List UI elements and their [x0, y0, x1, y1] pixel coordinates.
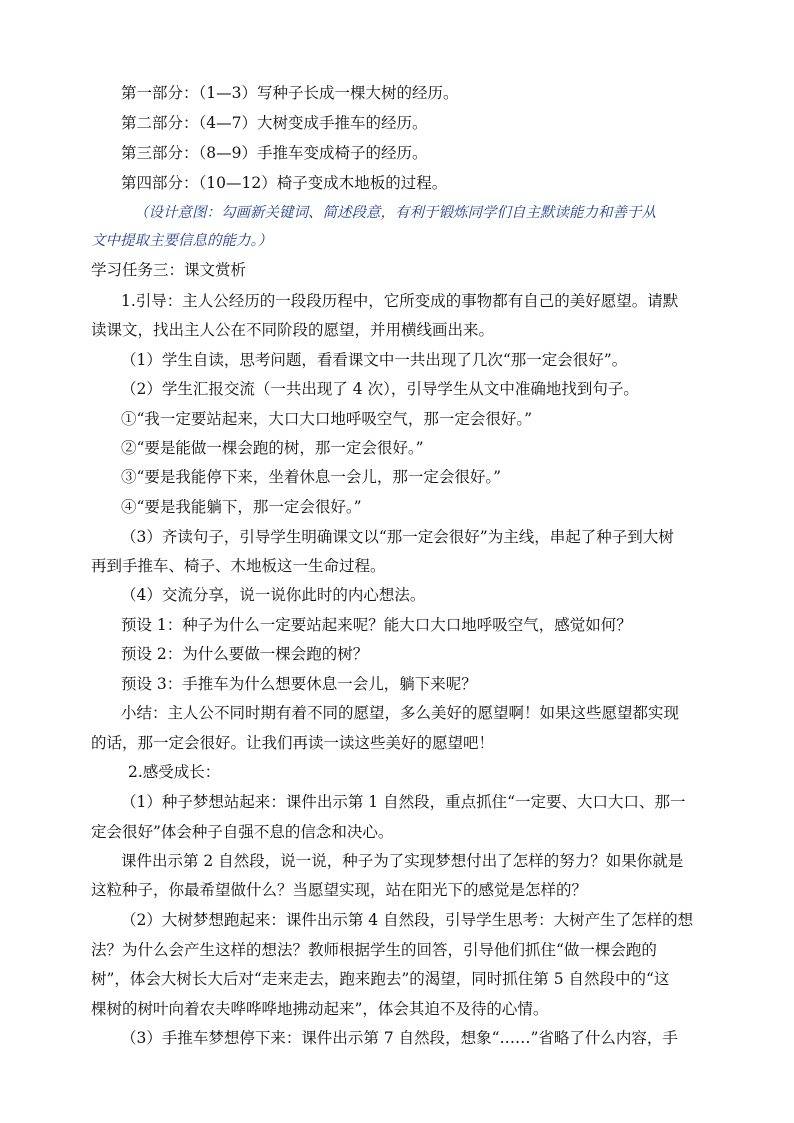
feel-1b-line-2: 这粒种子，你最希望做什么？当愿望实现，站在阳光下的感觉是怎样的？	[91, 881, 588, 899]
preset-1: 预设 1：种子为什么一定要站起来呢？能大口大口地呼吸空气，感觉如何？	[121, 616, 632, 634]
part-3: 第三部分：（8—9）手推车变成椅子的经历。	[121, 144, 428, 162]
feel-1-line-1: （1）种子梦想站起来：课件出示第 1 自然段，重点抓住“一定要、大口大口、那一	[121, 793, 686, 811]
step-3-line-2: 再到手推车、椅子、木地板这一生命过程。	[91, 557, 386, 575]
feel-1-line-2: 定会很好”体会种子自强不息的信念和决心。	[91, 823, 394, 841]
feel-2-line-3: 树”，体会大树长大后对“走来走去，跑来跑去”的渴望，同时抓住第 5 自然段中的“这	[91, 970, 670, 988]
summary-line-2: 的话，那一定会很好。让我们再读一读这些美好的愿望吧！	[91, 734, 495, 752]
design-note-line-1: （设计意图：勾画新关键词、简述段意，有利于锻炼同学们自主默读能力和善于从	[134, 205, 656, 221]
quote-2: ②“要是能做一棵会跑的树，那一定会很好。”	[121, 439, 424, 457]
step-2: （2）学生汇报交流（一共出现了 4 次），引导学生从文中准确地找到句子。	[121, 380, 639, 398]
step-1: （1）学生自读，思考问题，看看课文中一共出现了几次“那一定会很好”。	[121, 351, 628, 369]
feel-2-line-4: 棵树的树叶向着农夫哗哗哗地拂动起来”，体会其迫不及待的心情。	[91, 1000, 549, 1018]
guide-line-2: 读课文，找出主人公在不同阶段的愿望，并用横线画出来。	[91, 321, 495, 339]
feel-1b-line-1: 课件出示第 2 自然段，说一说，种子为了实现梦想付出了怎样的努力？如果你就是	[121, 852, 684, 870]
preset-3: 预设 3：手推车为什么想要休息一会儿，躺下来呢？	[121, 675, 477, 693]
part-1: 第一部分：（1—3）写种子长成一棵大树的经历。	[121, 84, 459, 102]
preset-2: 预设 2：为什么要做一棵会跑的树？	[121, 645, 369, 663]
task-heading: 学习任务三：课文赏析	[91, 261, 247, 279]
quote-4: ④“要是我能躺下，那一定会很好。”	[121, 498, 362, 516]
feel-2-line-1: （2）大树梦想跑起来：课件出示第 4 自然段，引导学生思考：大树产生了怎样的想	[121, 911, 694, 929]
summary-line-1: 小结：主人公不同时期有着不同的愿望，多么美好的愿望啊！如果这些愿望都实现	[121, 704, 680, 722]
part-2: 第二部分：（4—7）大树变成手推车的经历。	[121, 114, 428, 132]
feel-3-line-1: （3）手推车梦想停下来：课件出示第 7 自然段，想象“……”省略了什么内容，手	[121, 1029, 678, 1047]
quote-3: ③“要是我能停下来，坐着休息一会儿，那一定会很好。”	[121, 468, 502, 486]
quote-1: ①“我一定要站起来，大口大口地呼吸空气，那一定会很好。”	[121, 410, 533, 428]
guide-line-1: 1.引导：主人公经历的一段段历程中，它所变成的事物都有自己的美好愿望。请默	[121, 292, 679, 310]
step-4: （4）交流分享，说一说你此时的内心想法。	[121, 586, 426, 604]
feel-heading: 2.感受成长：	[128, 763, 221, 781]
part-4: 第四部分：（10—12）椅子变成木地板的过程。	[121, 174, 448, 192]
feel-2-line-2: 法？为什么会产生这样的想法？教师根据学生的回答，引导他们抓住“做一棵会跑的	[91, 941, 657, 959]
step-3-line-1: （3）齐读句子，引导学生明确课文以“那一定会很好”为主线，串起了种子到大树	[121, 528, 674, 546]
design-note-line-2: 文中提取主要信息的能力。）	[91, 233, 273, 249]
